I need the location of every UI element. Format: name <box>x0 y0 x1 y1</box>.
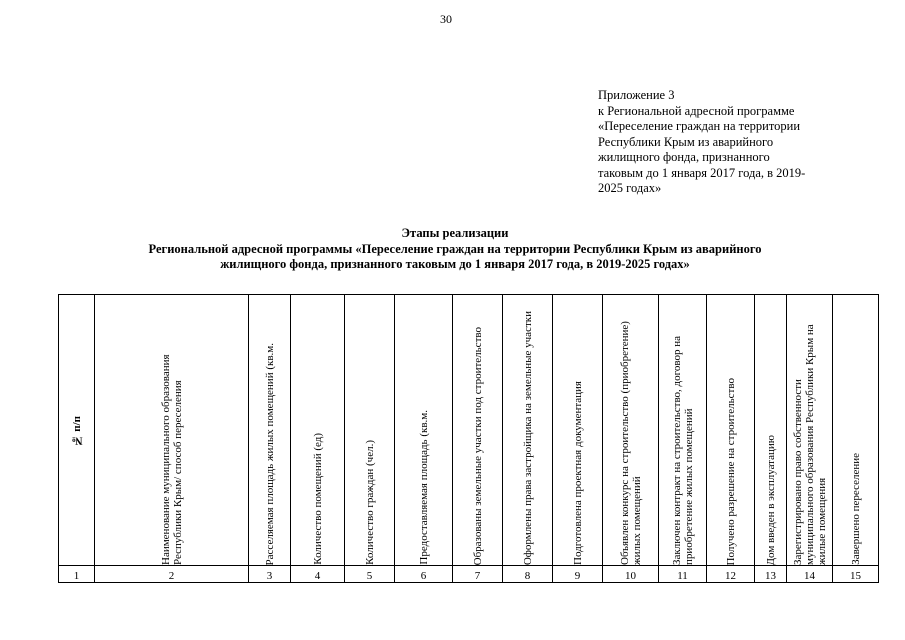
header-project-docs: Подготовлена проектная документация <box>571 381 584 565</box>
appendix-line: «Переселение граждан на территории <box>598 119 801 133</box>
header-contract-signed: Заключен контракт на строительство, договор на приобретение жилых помещений <box>670 335 695 565</box>
header-tender-announced: Объявлен конкурс на строительство (приобретение) жилых помещений <box>618 321 643 565</box>
header-cell <box>453 295 503 566</box>
header-developer-rights: Оформлены права застройщика на земельные участки <box>521 310 534 565</box>
header-cell <box>503 295 553 566</box>
appendix-line: Республики Крым из аварийного <box>598 134 774 149</box>
header-cell <box>395 295 453 566</box>
header-house-commissioned: Дом введен в эксплуатацию <box>764 434 777 565</box>
header-cell <box>59 295 95 566</box>
header-provided-area: Предоставляемая площадь (кв.м. <box>417 410 430 565</box>
header-number: № п/п <box>70 416 83 447</box>
column-number: 3 <box>249 566 291 583</box>
column-number: 13 <box>755 566 787 583</box>
table-header-row <box>59 295 879 566</box>
appendix-line: 2025 годах» <box>598 181 662 195</box>
column-number: 2 <box>95 566 249 583</box>
column-number: 4 <box>291 566 345 583</box>
header-land-plots: Образованы земельные участки под строительство <box>471 326 484 565</box>
column-number: 8 <box>503 566 553 583</box>
title-line: Этапы реализации <box>401 226 509 240</box>
appendix-note <box>598 88 878 197</box>
document-title <box>60 226 850 273</box>
header-cell <box>553 295 603 566</box>
header-cell <box>603 295 659 566</box>
appendix-line: Приложение 3 <box>598 88 675 102</box>
column-number-row <box>59 566 879 583</box>
header-cell <box>833 295 879 566</box>
title-line: Региональной адресной программы «Переселение граждан на территории Республики Крым из аварийного <box>148 241 762 256</box>
appendix-line: жилищного фонда, признанного <box>598 150 770 164</box>
header-cell <box>345 295 395 566</box>
header-municipality: Наименование муниципального образования Республики Крым/ способ переселения <box>159 354 184 565</box>
column-number: 5 <box>345 566 395 583</box>
column-number: 1 <box>59 566 95 583</box>
column-number: 12 <box>707 566 755 583</box>
header-cell <box>707 295 755 566</box>
column-number: 10 <box>603 566 659 583</box>
stages-table <box>58 294 879 583</box>
column-number: 6 <box>395 566 453 583</box>
header-resettled-area: Расселяемая площадь жилых помещений (кв.м. <box>263 342 276 565</box>
title-line: жилищного фонда, признанного таковым до 1 января 2017 года, в 2019-2025 годах» <box>220 257 690 271</box>
header-resettlement-completed: Завершено переселение <box>849 453 862 565</box>
header-cell <box>95 295 249 566</box>
column-number: 7 <box>453 566 503 583</box>
header-cell <box>659 295 707 566</box>
appendix-line: таковым до 1 января 2017 года, в 2019- <box>598 165 806 180</box>
header-rooms-count: Количество помещений (ед) <box>311 433 324 565</box>
header-cell <box>787 295 833 566</box>
page-number: 30 <box>440 12 452 26</box>
column-number: 14 <box>787 566 833 583</box>
header-cell <box>755 295 787 566</box>
column-number: 11 <box>659 566 707 583</box>
appendix-line: к Региональной адресной программе <box>598 103 795 118</box>
header-cell <box>291 295 345 566</box>
header-ownership-registered: Зарегистрировано право собственности муниципального образования Республики Крым на жилые помещения <box>791 324 828 565</box>
header-citizens-count: Количество граждан (чел.) <box>363 440 376 565</box>
header-cell <box>249 295 291 566</box>
column-number: 15 <box>833 566 879 583</box>
column-number: 9 <box>553 566 603 583</box>
header-building-permit: Получено разрешение на строительство <box>724 377 737 565</box>
